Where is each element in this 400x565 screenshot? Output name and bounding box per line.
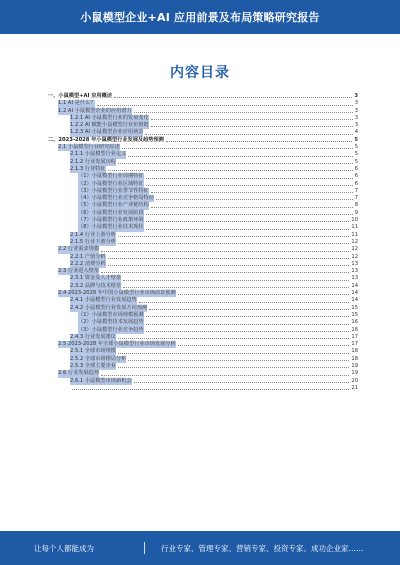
toc-entry-page: 10 xyxy=(351,217,358,224)
toc-entry[interactable] xyxy=(48,202,358,209)
toc-entry-page: 16 xyxy=(351,326,358,333)
toc-leader-dots xyxy=(101,272,349,273)
toc-entry-label: （4）小鼠模型行业竞争格局特征 xyxy=(78,195,154,202)
toc-entry[interactable] xyxy=(48,210,358,217)
toc-entry[interactable] xyxy=(48,151,358,158)
toc-entry-label: （7）小鼠模型行业政策环境 xyxy=(78,217,144,224)
toc-leader-dots xyxy=(118,236,349,237)
toc-leader-dots xyxy=(118,243,349,244)
toc-leader-dots xyxy=(118,367,349,368)
toc-entry[interactable] xyxy=(48,159,358,166)
toc-leader-dots xyxy=(146,185,353,186)
report-title: 小鼠模型企业+AI 应用前景及布局策略研究报告 xyxy=(80,11,320,24)
toc-entry-page: 7 xyxy=(354,187,358,194)
toc-entry-label: 1.1 AI 是什么？ xyxy=(58,100,96,107)
toc-entry[interactable] xyxy=(48,129,358,136)
toc-leader-dots xyxy=(123,280,349,281)
toc-entry-page: 11 xyxy=(351,231,358,238)
toc-leader-dots xyxy=(118,338,349,339)
toc-entry[interactable] xyxy=(48,108,358,115)
toc-leader-dots xyxy=(156,199,353,200)
toc-leader-dots xyxy=(146,324,350,325)
toc-entry-page: 9 xyxy=(354,209,358,216)
toc-entry[interactable] xyxy=(48,246,358,253)
toc-title: 内容目录 xyxy=(170,65,230,81)
toc-leader-dots xyxy=(166,141,353,142)
toc-entry[interactable] xyxy=(48,254,358,261)
toc-entry-label: 2.5.2 全球市场格局分析 xyxy=(70,355,127,362)
toc-entry-label: 2.2 行业需求规模 xyxy=(58,246,100,253)
toc-leader-dots xyxy=(101,375,349,376)
toc-leader-dots xyxy=(118,353,349,354)
toc-entry[interactable] xyxy=(48,385,358,392)
footer-left-text: 让每个人都能成为 xyxy=(34,543,94,553)
toc-entry-label: 2.4.2 小鼠模型行业发展方向预测 xyxy=(70,304,148,311)
toc-leader-dots xyxy=(146,331,350,332)
toc-entry-page: 5 xyxy=(354,136,358,143)
toc-entry-page: 19 xyxy=(351,362,358,369)
toc-entry-label: 2.6.1 小鼠模型市场新机会 xyxy=(70,377,132,384)
toc-entry-label: （8）小鼠模型行业技术现状 xyxy=(78,224,144,231)
toc-leader-dots xyxy=(134,112,353,113)
toc-entry-label: 2.1.1 小鼠模型行业定义 xyxy=(70,151,127,158)
toc-leader-dots xyxy=(145,134,352,135)
toc-entry-label: 1.2 AI 小鼠模型企业的应用潜力 xyxy=(58,107,132,114)
toc-leader-dots xyxy=(128,360,349,361)
toc-leader-dots xyxy=(97,105,352,106)
toc-entry[interactable] xyxy=(48,137,358,144)
toc-leader-dots xyxy=(178,294,350,295)
toc-entry[interactable] xyxy=(48,232,358,239)
toc-entry-label: 2.1.2 行业发展历程 xyxy=(70,158,116,165)
toc-entry[interactable] xyxy=(48,100,358,107)
toc-entry-label: （5）小鼠模型行业产业链结构 xyxy=(78,202,149,209)
toc-leader-dots xyxy=(108,258,350,259)
toc-entry-label: （6）小鼠模型行业发展阶段 xyxy=(78,209,144,216)
toc-entry-label: 2.4.3 行业发展建议 xyxy=(70,333,116,340)
toc-entry[interactable] xyxy=(48,348,358,355)
toc-entry-label: 2.5.1 全球市场规模 xyxy=(70,348,116,355)
toc-entry[interactable] xyxy=(48,356,358,363)
toc-entry-page: 3 xyxy=(354,114,358,121)
toc-entry-label: 2.3.1 资金及人才壁垒 xyxy=(70,275,122,282)
toc-leader-dots xyxy=(139,302,350,303)
toc-entry-page: 14 xyxy=(351,290,358,297)
toc-entry-label: （2）小鼠模型行业区域特征 xyxy=(78,180,144,187)
toc-entry-page: 19 xyxy=(351,370,358,377)
toc-entry[interactable] xyxy=(48,327,358,334)
toc-entry-page: 7 xyxy=(354,195,358,202)
toc-leader-dots xyxy=(128,156,352,157)
toc-entry-label: 2.2.1 产值分析 xyxy=(70,253,106,260)
toc-entry-page: 8 xyxy=(354,202,358,209)
toc-entry[interactable] xyxy=(48,224,358,231)
toc-entry-label: （3）小鼠模型行业季节性特征 xyxy=(78,187,149,194)
toc-leader-dots xyxy=(72,389,349,390)
toc-entry-page: 13 xyxy=(351,260,358,267)
toc-entry-label: 2.4 2023-2028 年中国小鼠模型行业市场前景预测 xyxy=(58,290,176,297)
toc-entry-page: 14 xyxy=(351,282,358,289)
toc-entry-label: 2.5.3 全球主要企业 xyxy=(70,362,116,369)
toc-entry-page: 15 xyxy=(351,311,358,318)
toc-leader-dots xyxy=(146,221,350,222)
toc-entry-label: 2.6 行业发展趋势 xyxy=(58,370,100,377)
toc-entry-page: 14 xyxy=(351,297,358,304)
toc-leader-dots xyxy=(101,251,349,252)
toc-leader-dots xyxy=(146,214,353,215)
toc-entry-label: 2.1 小鼠模型行业研究综述 xyxy=(58,144,120,151)
toc-entry-page: 18 xyxy=(351,355,358,362)
toc-entry-page: 6 xyxy=(354,165,358,172)
toc-leader-dots xyxy=(151,126,353,127)
toc-entry-page: 13 xyxy=(351,268,358,275)
footer-right-text: 行业专家、管理专家、营销专家、投资专家、成功企业家…… xyxy=(161,543,364,553)
toc-leader-dots xyxy=(151,192,353,193)
toc-entry-label: 2.1.4 行业上游分析 xyxy=(70,231,116,238)
toc-leader-dots xyxy=(123,287,349,288)
toc-entry-page: 4 xyxy=(354,129,358,136)
header-bar xyxy=(0,0,400,34)
toc-entry-label: 2.4.1 小鼠模型行业发展趋势 xyxy=(70,297,137,304)
toc-entry-page: 11 xyxy=(351,224,358,231)
toc-entry-label: （1）小鼠模型市场规模预测 xyxy=(78,311,144,318)
toc-entry-label: 一、小鼠模型+AI 应用概述 xyxy=(48,93,112,99)
toc-entry[interactable] xyxy=(48,319,358,326)
toc-entry-label: 2.2.2 消费分析 xyxy=(70,260,106,267)
toc-leader-dots xyxy=(108,170,353,171)
footer-divider xyxy=(144,542,145,554)
toc-entry-label: 2.3 行业进入壁垒 xyxy=(58,268,100,275)
toc-leader-dots xyxy=(134,382,350,383)
toc-entry-page: 16 xyxy=(351,319,358,326)
toc-entry-page: 5 xyxy=(354,158,358,165)
toc-entry-page: 12 xyxy=(351,253,358,260)
toc-entry-page: 12 xyxy=(351,246,358,253)
toc-entry[interactable] xyxy=(48,305,358,312)
toc-entry[interactable] xyxy=(48,275,358,282)
toc-entry-page: 17 xyxy=(351,341,358,348)
toc-entry-page: 12 xyxy=(351,238,358,245)
toc-leader-dots xyxy=(178,345,350,346)
toc-leader-dots xyxy=(149,309,349,310)
footer-bar xyxy=(0,531,400,565)
toc-entry-page: 21 xyxy=(351,384,358,391)
toc-leader-dots xyxy=(146,178,353,179)
toc-leader-dots xyxy=(114,97,352,98)
toc-entry-page: 6 xyxy=(354,180,358,187)
toc-entry-page: 3 xyxy=(354,122,358,129)
toc-entry-page: 6 xyxy=(354,173,358,180)
toc-entry-page: 15 xyxy=(351,304,358,311)
toc-entry-label: 1.2.3 AI 小鼠模型企业应用场景 xyxy=(70,129,144,136)
toc-entry-page: 3 xyxy=(354,107,358,114)
toc-entry-label: （3）小鼠模型行业竞争趋势 xyxy=(78,326,144,333)
toc-entry-page: 5 xyxy=(354,151,358,158)
toc-entry-page: 3 xyxy=(354,93,358,99)
toc-entry[interactable] xyxy=(48,297,358,304)
toc-leader-dots xyxy=(122,148,353,149)
toc-entry-label: 1.2.2 AI 赋能小鼠模型行业价值链 xyxy=(70,122,149,129)
toc-entry-page: 20 xyxy=(351,377,358,384)
toc-entry-label: 2.3.2 品牌与技术壁垒 xyxy=(70,282,122,289)
toc-entry[interactable] xyxy=(48,283,358,290)
toc-leader-dots xyxy=(151,119,353,120)
toc-leader-dots xyxy=(118,163,353,164)
toc-entry-label: 2.1.3 行业特征 xyxy=(70,165,106,172)
toc-entry-page: 13 xyxy=(351,275,358,282)
toc-entry-label: 二、2023-2028 年小鼠模型行业发展及趋势预测 xyxy=(48,136,164,143)
toc-entry[interactable] xyxy=(48,173,358,180)
table-of-contents xyxy=(48,93,358,392)
toc-entry-page: 17 xyxy=(351,333,358,340)
toc-entry-page: 18 xyxy=(351,348,358,355)
toc-entry-page: 5 xyxy=(354,144,358,151)
toc-leader-dots xyxy=(151,207,353,208)
toc-entry-label: （2）小鼠模型技术发展趋势 xyxy=(78,319,144,326)
toc-entry-label: 2.5 2023-2028 年全球小鼠模型行业市场发展分析 xyxy=(58,341,176,348)
toc-leader-dots xyxy=(146,229,350,230)
toc-entry[interactable] xyxy=(48,370,358,377)
toc-entry[interactable] xyxy=(48,378,358,385)
toc-leader-dots xyxy=(146,316,350,317)
toc-entry-label: 2.1.5 行业下游分析 xyxy=(70,238,116,245)
toc-entry-label: （1）小鼠模型行业周期特征 xyxy=(78,173,144,180)
toc-entry[interactable] xyxy=(48,181,358,188)
toc-leader-dots xyxy=(108,265,350,266)
toc-entry-page: 3 xyxy=(354,100,358,107)
toc-entry[interactable] xyxy=(48,334,358,341)
toc-entry-label: 1.2.1 AI 小鼠模型行业的发展变化 xyxy=(70,114,149,121)
